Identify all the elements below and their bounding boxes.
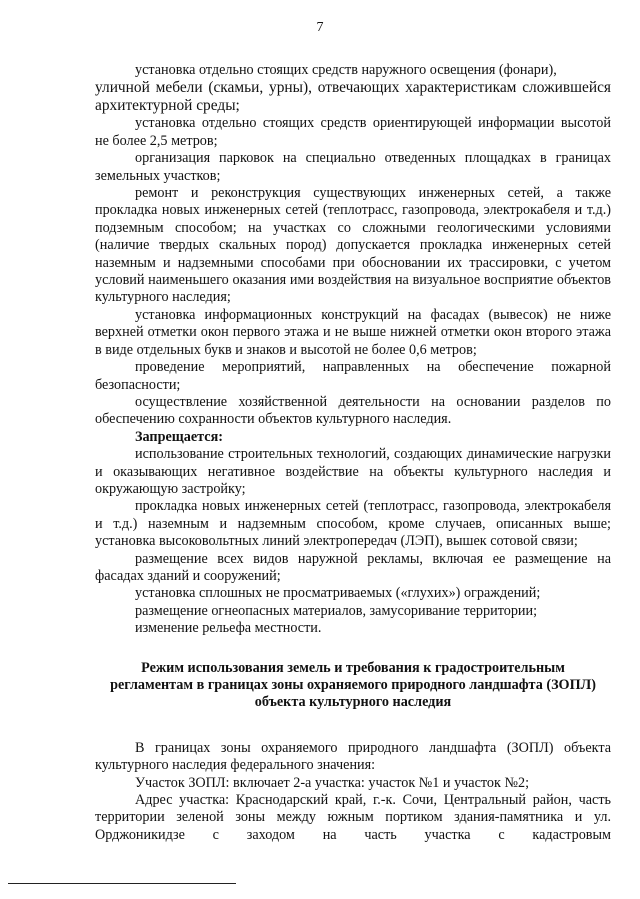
paragraph-fences: установка сплошных не просматриваемых («глухих») ограждений; xyxy=(135,585,541,602)
paragraph-construction-tech: использование строительных технологий, создающих динамические нагрузки и оказывающих негативное воздействие на объекты культурного наследия и окружающую застройку; xyxy=(95,446,611,497)
section-heading-line-3: объекта культурного наследия xyxy=(254,694,452,711)
section-heading xyxy=(95,660,611,712)
paragraph-signage: установка отдельно стоящих средств ориентирующей информации высотой не более 2,5 метров; xyxy=(95,115,611,149)
paragraph-facade-signs: установка информационных конструкций на фасадах (вывесок) не ниже верхней отметки окон первого этажа и не выше нижней отметки окон второго этажа в виде отдельных букв и знаков и высотой не более 0,6 метров; xyxy=(95,306,611,358)
paragraph-flammables: размещение огнеопасных материалов, замусоривание территории; xyxy=(135,602,538,619)
paragraph-lighting: установка отдельно стоящих средств наружного освещения (фонари), xyxy=(135,62,557,78)
paragraph-furniture: уличной мебели (скамьи, урны), отвечающих характеристикам сложившейся архитектурной среды; xyxy=(95,79,611,115)
footnote-divider xyxy=(8,883,236,884)
paragraph-relief: изменение рельефа местности. xyxy=(135,620,322,637)
page-number: 7 xyxy=(316,20,324,35)
paragraph-zone-intro: В границах зоны охраняемого природного ландшафта (ЗОПЛ) объекта культурного наследия федерального значения: xyxy=(95,739,611,774)
paragraph-zone-plots: Участок ЗОПЛ: включает 2-а участка: участок №1 и участок №2; xyxy=(135,774,530,791)
paragraph-advertising: размещение всех видов наружной рекламы, включая ее размещение на фасадах зданий и сооружений; xyxy=(95,550,611,584)
paragraph-utilities: ремонт и реконструкция существующих инженерных сетей, а также прокладка новых инженерных сетей (теплотрасс, газопровода, электрокабеля и т.д.) подземным способом; на участках со сложными геологическими условиями (наличие твердых скальных пород) допускается прокладка инженерных сетей наземным и надземными способами при обосновании их трассировки, с учетом условий наименьшего оказания ими воздействия на визуальное восприятие объектов культурного наследия; xyxy=(95,185,611,306)
prohibited-subheading: Запрещается: xyxy=(135,428,223,445)
paragraph-parking: организация парковок на специально отведенных площадках в границах земельных участков; xyxy=(95,150,611,184)
paragraph-fire-safety: проведение мероприятий, направленных на обеспечение пожарной безопасности; xyxy=(95,359,611,393)
document-body xyxy=(95,62,611,844)
paragraph-overground-networks: прокладка новых инженерных сетей (теплотрасс, газопровода, электрокабеля и т.д.) наземным и надземным способом, кроме случаев, описанных выше; установка высоковольтных линий электропередач (ЛЭП), вышек сотовой связи; xyxy=(95,498,611,550)
paragraph-economic-activity: осуществление хозяйственной деятельности на основании разделов по обеспечению сохранности объектов культурного наследия. xyxy=(95,393,611,428)
section-heading-line-1: Режим использования земель и требования к градостроительным xyxy=(141,659,565,676)
section-heading-line-2: регламентам в границах зоны охраняемого природного ландшафта (ЗОПЛ) xyxy=(110,677,596,693)
paragraph-plot-address: Адрес участка: Краснодарский край, г.-к. Сочи, Центральный район, часть территории зеленой зоны между южным портиком здания-памятника и ул. Орджоникидзе с заходом на часть участка с кадастровым xyxy=(95,792,611,843)
